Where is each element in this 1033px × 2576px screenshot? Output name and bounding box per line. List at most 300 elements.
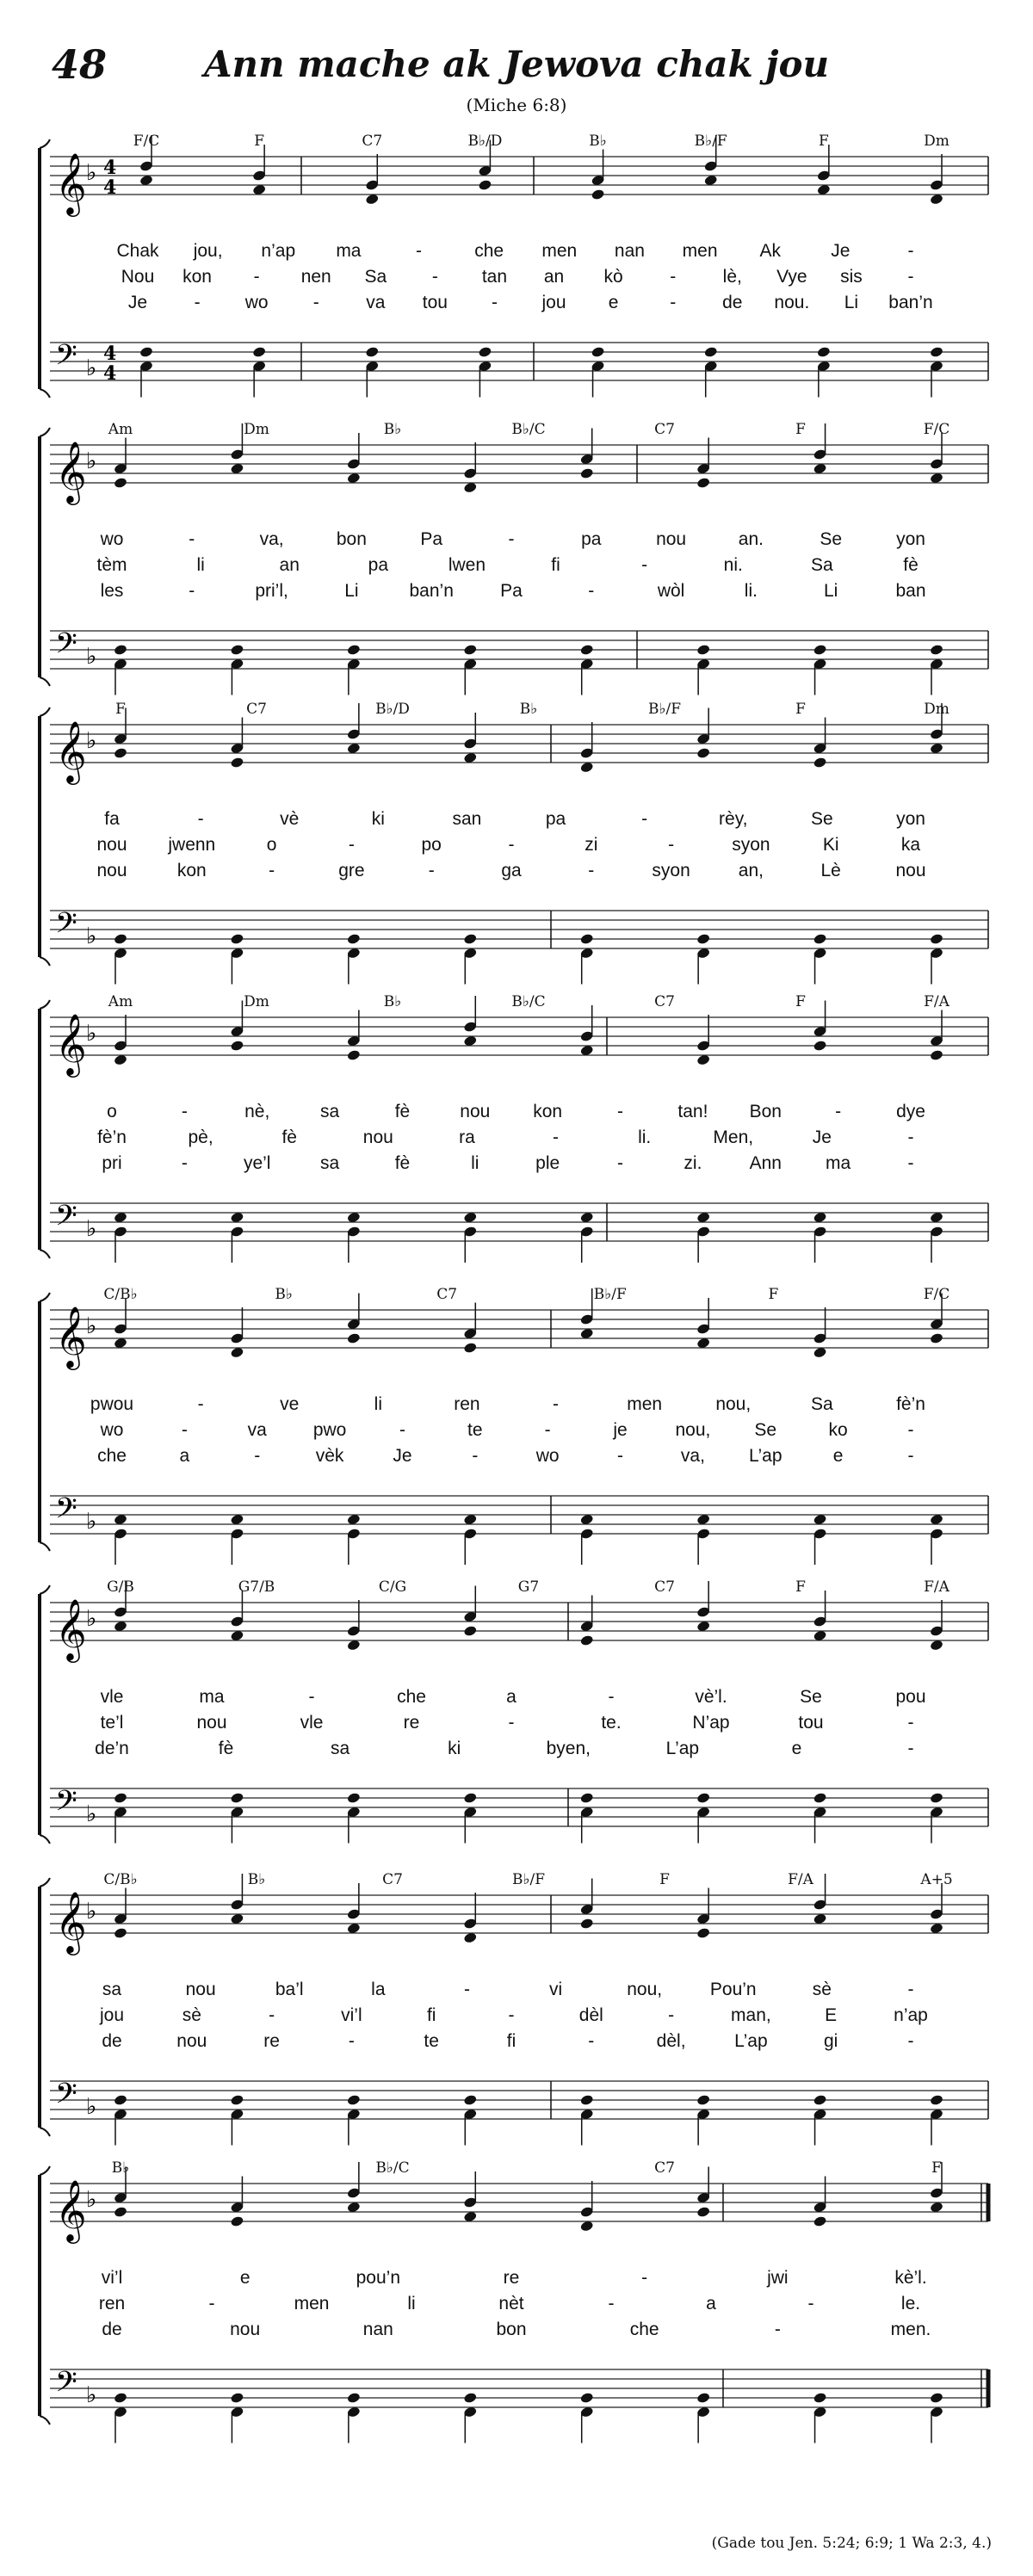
note-head [463,1342,478,1354]
bass-clef-icon: 𝄢 [55,1492,77,1532]
lyric-syllable: li [374,1394,382,1414]
lyric-hyphen: - [197,1394,204,1414]
lyric-hyphen: - [907,2031,914,2051]
note-head [813,1040,827,1052]
lyric-hyphen: - [189,581,195,601]
lyric-syllable: Men, [713,1127,754,1147]
lyric-hyphen: - [617,1446,624,1466]
lyric-syllable: nou [176,2031,207,2051]
lyric-syllable: pè, [188,1127,213,1147]
chord-symbol: C7 [654,2159,675,2177]
lyric-syllable: Pou’n [709,1980,757,1999]
music-system [0,1868,1033,2178]
lyric-hyphen: - [508,529,515,549]
staff-system-drawing [0,1868,1033,2160]
bass-clef-icon: 𝄢 [55,907,77,947]
lyric-hyphen: - [588,861,595,880]
lyric-syllable: men [541,241,578,261]
lyric-hyphen: - [588,581,595,601]
lyric-syllable: kon [176,861,207,880]
note-head [114,1927,128,1939]
lyric-syllable: ma [336,241,362,261]
lyric-syllable: wòl [657,581,685,601]
lyric-syllable: kò [603,267,623,287]
note-head [579,644,594,656]
lyric-syllable: tou [798,1713,824,1733]
lyric-hyphen: - [553,1127,560,1147]
key-signature-flat-icon: ♭ [86,1509,97,1535]
lyric-syllable: tèm [96,555,127,575]
lyric-syllable: Sa [364,267,387,287]
lyric-syllable: vè’l. [695,1687,727,1707]
note-head [813,644,827,656]
lyric-syllable: va, [259,529,284,549]
lyric-syllable: pa [581,529,602,549]
lyric-syllable: bon [336,529,367,549]
lyric-syllable: kon [182,267,212,287]
lyric-syllable: ple [535,1153,560,1173]
lyric-hyphen: - [431,267,438,287]
lyric-syllable: lwen [448,555,486,575]
lyric-syllable: li [471,1153,479,1173]
lyric-syllable: li [196,555,205,575]
note-head [114,747,128,759]
key-signature-flat-icon: ♭ [86,1313,97,1339]
lyric-syllable: o [107,1102,117,1121]
staff-system-drawing [0,417,1033,710]
music-system [0,1282,1033,1592]
note-head [114,644,128,656]
chord-symbol: B♭/F [647,701,682,718]
footnote: (Gade tou Jen. 5:24; 6:9; 1 Wa 2:3, 4.) [711,2535,992,2552]
lyric-syllable: Lè [820,861,841,880]
lyric-hyphen: - [668,835,675,855]
note-head [463,1625,478,1637]
lyric-syllable: sa [102,1980,122,1999]
treble-clef-icon: 𝄞 [55,720,87,782]
lyric-syllable: Je [812,1127,832,1147]
lyric-syllable: gre [338,861,365,880]
lyric-hyphen: - [641,809,648,829]
note-head [114,2392,128,2404]
chord-symbol: F/A [788,1871,813,1888]
note-head [347,933,362,945]
note-head [463,933,478,945]
lyric-hyphen: - [544,1420,551,1440]
key-signature-flat-icon: ♭ [86,1216,97,1242]
lyric-syllable: a [506,1687,516,1707]
lyric-hyphen: - [181,1153,188,1173]
chord-symbol: F [795,1578,806,1596]
lyric-syllable: syon [652,861,690,880]
lyric-syllable: nan [362,2320,393,2339]
chord-symbol: F/C [923,1286,950,1303]
lyric-syllable: N’ap [692,1713,730,1733]
lyric-syllable: san [452,809,482,829]
note-head [463,2392,478,2404]
lyric-syllable: byen, [546,1739,591,1758]
lyric-syllable: fè’n [896,1394,925,1414]
note-head [230,757,244,769]
lyric-syllable: sa [331,1739,350,1758]
lyric-syllable: fi [426,2005,436,2025]
lyric-syllable: nou [460,1102,491,1121]
lyric-hyphen: - [608,2294,615,2313]
note-head [579,933,594,945]
time-signature: 4 [103,362,117,385]
chord-symbol: B♭ [275,1286,293,1303]
note-head [813,2094,827,2106]
note-head [230,2392,244,2404]
chord-symbol: C7 [654,421,675,438]
note-head [347,2094,362,2106]
bass-clef-icon: 𝄢 [55,1785,77,1825]
lyric-hyphen: - [208,2294,215,2313]
chord-symbol: F/C [133,133,160,150]
note-head [230,1040,244,1052]
note-head [230,1792,244,1804]
note-head [114,2206,128,2218]
note-head [696,2206,711,2218]
lyric-syllable: che [629,2320,659,2339]
music-system [0,697,1033,1007]
chord-symbol: C7 [382,1871,403,1888]
lyric-syllable: wo [100,529,124,549]
note-head [930,2392,944,2404]
note-head [930,933,944,945]
lyric-syllable: sa [319,1153,340,1173]
lyric-syllable: lè, [722,267,742,287]
lyric-syllable: te [467,1420,483,1440]
lyric-hyphen: - [617,1102,624,1121]
lyric-syllable: nou [196,1713,227,1733]
lyric-syllable: de’n [95,1739,129,1758]
chord-symbol: B♭/F [593,1286,627,1303]
chord-symbol: F [795,993,806,1010]
lyric-syllable: le. [900,2294,921,2313]
lyric-syllable: ba’l [275,1980,304,1999]
lyric-syllable: n’ap [894,2005,928,2025]
lyric-syllable: vi [548,1980,563,1999]
lyric-hyphen: - [907,1420,914,1440]
lyric-syllable: che [97,1446,127,1466]
note-head [813,757,827,769]
key-signature-flat-icon: ♭ [86,1899,97,1924]
lyric-syllable: Nou [121,267,155,287]
key-signature-flat-icon: ♭ [86,1021,97,1047]
note-head [114,933,128,945]
chord-symbol: F/C [923,421,950,438]
lyric-hyphen: - [907,1980,914,1999]
key-signature-flat-icon: ♭ [86,160,97,186]
time-signature: 4 [103,343,117,365]
lyric-hyphen: - [508,2005,515,2025]
note-head [347,1332,362,1344]
key-signature-flat-icon: ♭ [86,728,97,754]
chord-symbol: B♭ [589,133,607,150]
lyric-syllable: Je [831,241,851,261]
chord-symbol: F [254,133,265,150]
note-head [930,1049,944,1061]
chord-symbol: F [795,421,806,438]
chord-symbol: C7 [436,1286,458,1303]
chord-symbol: Dm [244,993,269,1010]
lyric-syllable: sa [319,1102,340,1121]
lyric-syllable: Li [844,293,859,312]
lyric-syllable: de [722,293,743,312]
note-head [347,2392,362,2404]
lyric-syllable: dèl, [656,2031,686,2051]
lyric-syllable: nè, [244,1102,270,1121]
chord-symbol: C/B♭ [103,1871,138,1888]
lyric-syllable: fa [104,809,120,829]
note-head [579,1792,594,1804]
lyric-syllable: men [627,1394,663,1414]
lyric-syllable: a [179,1446,190,1466]
music-system [0,990,1033,1300]
lyric-syllable: an [543,267,565,287]
lyric-syllable: ko [828,1420,848,1440]
lyric-syllable: nou [895,861,926,880]
chord-symbol: G7/B [238,1578,275,1596]
key-signature-flat-icon: ♭ [86,355,97,381]
lyric-syllable: nou, [715,1394,752,1414]
lyric-syllable: ni. [723,555,743,575]
lyric-syllable: Je [127,293,148,312]
lyric-syllable: Chak [116,241,159,261]
note-head [813,2392,827,2404]
lyric-syllable: te [424,2031,439,2051]
lyric-syllable: tan [481,267,508,287]
lyric-syllable: nou [96,835,127,855]
lyric-syllable: les [100,581,124,601]
lyric-syllable: Vye [776,267,807,287]
lyric-syllable: vi’l [101,2268,123,2288]
bass-clef-icon: 𝄢 [55,1200,77,1239]
chord-symbol: C7 [362,133,383,150]
lyric-syllable: Bon [749,1102,782,1121]
treble-clef-icon: 𝄞 [55,1012,87,1075]
lyric-syllable: ma [199,1687,225,1707]
key-signature-flat-icon: ♭ [86,1801,97,1827]
note-head [114,2094,128,2106]
lyric-hyphen: - [907,1127,914,1147]
note-head [930,2094,944,2106]
lyric-hyphen: - [181,1420,188,1440]
lyric-syllable: ki [371,809,385,829]
lyric-syllable: Li [824,581,838,601]
key-signature-flat-icon: ♭ [86,2187,97,2213]
lyric-syllable: Se [811,809,833,829]
lyric-hyphen: - [807,2294,814,2313]
key-signature-flat-icon: ♭ [86,2094,97,2120]
staff-system-drawing [0,1282,1033,1575]
lyric-syllable: Pa [500,581,523,601]
bass-clef-icon: 𝄢 [55,339,77,379]
lyric-syllable: vle [300,1713,324,1733]
key-signature-flat-icon: ♭ [86,1606,97,1632]
lyric-syllable: fè [394,1102,411,1121]
lyric-syllable: ban [895,581,926,601]
lyric-syllable: ren [98,2294,126,2313]
lyric-syllable: zi [585,835,598,855]
note-head [252,346,267,358]
lyric-hyphen: - [907,1713,914,1733]
chord-symbol: F [931,2159,942,2177]
note-head [591,346,605,358]
note-head [579,467,594,479]
lyric-syllable: nèt [498,2294,524,2313]
lyric-syllable: li. [744,581,758,601]
lyric-hyphen: - [670,293,677,312]
key-signature-flat-icon: ♭ [86,644,97,670]
lyric-syllable: nan [614,241,645,261]
chord-symbol: Am [108,421,133,438]
lyric-syllable: an [279,555,300,575]
lyric-hyphen: - [312,293,319,312]
lyric-syllable: men [682,241,718,261]
note-head [696,747,711,759]
chord-symbol: B♭ [383,421,402,438]
lyric-hyphen: - [269,2005,275,2025]
note-head [696,2392,711,2404]
lyric-syllable: ban’n [409,581,454,601]
note-head [579,2392,594,2404]
lyric-syllable: kè’l. [894,2268,927,2288]
lyric-syllable: pwo [312,1420,347,1440]
lyric-hyphen: - [508,1713,515,1733]
lyric-syllable: Ak [759,241,781,261]
lyric-syllable: che [397,1687,426,1707]
lyric-syllable: de [102,2031,122,2051]
lyric-hyphen: - [308,1687,315,1707]
chord-symbol: F/A [924,1578,949,1596]
bass-clef-icon: 𝄢 [55,2078,77,2117]
lyric-hyphen: - [348,2031,355,2051]
note-head [463,2094,478,2106]
lyric-hyphen: - [269,861,275,880]
chord-symbol: G7 [517,1578,540,1596]
lyric-syllable: nou [230,2320,261,2339]
lyric-syllable: L’ap [665,1739,700,1758]
lyric-syllable: Ki [822,835,839,855]
lyric-syllable: sè [812,1980,832,1999]
scripture-reference: (Miche 6:8) [466,95,567,115]
lyric-syllable: yon [896,529,925,549]
note-head [696,2094,711,2106]
note-head [230,2094,244,2106]
lyric-syllable: kon [533,1102,563,1121]
lyric-hyphen: - [181,1102,188,1121]
lyric-syllable: pa [545,809,566,829]
chord-symbol: B♭/C [511,993,546,1010]
lyric-hyphen: - [608,1687,615,1707]
lyric-syllable: pri’l, [255,581,288,601]
lyric-syllable: va [366,293,386,312]
chord-symbol: B♭ [111,2159,130,2177]
hymn-title: Ann mache ak Jewova chak jou [203,43,830,85]
chord-symbol: F/A [924,993,949,1010]
lyric-syllable: men [294,2294,330,2313]
note-head [230,644,244,656]
lyric-syllable: nen [300,267,331,287]
chord-symbol: B♭ [519,701,538,718]
lyric-syllable: va [247,1420,267,1440]
lyric-syllable: ma [826,1153,851,1173]
lyric-syllable: e [239,2268,251,2288]
lyric-hyphen: - [641,555,648,575]
lyric-syllable: Se [754,1420,777,1440]
lyric-syllable: fè [903,555,919,575]
chord-symbol: C7 [654,993,675,1010]
note-head [478,346,492,358]
lyric-syllable: L’ap [734,2031,768,2051]
note-head [114,1792,128,1804]
note-head [696,644,711,656]
lyric-syllable: va, [680,1446,705,1466]
lyric-hyphen: - [253,267,260,287]
chord-symbol: B♭/C [375,2159,410,2177]
lyric-syllable: tou [422,293,448,312]
note-head [696,933,711,945]
chord-symbol: B♭/D [375,701,410,718]
note-head [347,1792,362,1804]
note-head [579,2094,594,2106]
chord-symbol: B♭/F [511,1871,546,1888]
lyric-syllable: re [503,2268,520,2288]
lyric-syllable: syon [732,835,770,855]
chord-symbol: F [795,701,806,718]
note-head [813,933,827,945]
note-head [930,346,944,358]
chord-symbol: Dm [924,701,949,718]
staff-system-drawing [0,129,1033,422]
lyric-syllable: la [371,1980,386,1999]
chord-symbol: B♭/C [511,421,546,438]
lyric-syllable: e [608,293,619,312]
lyric-syllable: pa [368,555,389,575]
lyric-hyphen: - [588,2031,595,2051]
lyric-syllable: re [403,1713,420,1733]
lyric-hyphen: - [254,1446,261,1466]
lyric-syllable: ye’l [243,1153,271,1173]
lyric-syllable: Se [800,1687,822,1707]
lyric-syllable: nou, [675,1420,711,1440]
lyric-syllable: fè [218,1739,234,1758]
lyric-hyphen: - [472,1446,479,1466]
lyric-syllable: men. [890,2320,931,2339]
lyric-syllable: dèl [578,2005,603,2025]
lyric-syllable: an. [738,529,764,549]
lyric-hyphen: - [835,1102,842,1121]
treble-clef-icon: 𝄞 [55,1890,87,1953]
lyric-syllable: vi’l [341,2005,362,2025]
lyric-hyphen: - [491,293,498,312]
lyric-hyphen: - [668,2005,675,2025]
lyric-syllable: o [266,835,277,855]
lyric-syllable: tan! [677,1102,708,1121]
lyric-syllable: jou, [193,241,223,261]
time-signature: 4 [103,157,117,179]
lyric-syllable: pou [895,1687,926,1707]
key-signature-flat-icon: ♭ [86,448,97,474]
lyric-syllable: ren [454,1394,480,1414]
lyric-syllable: yon [896,809,925,829]
lyric-syllable: a [706,2294,716,2313]
lyric-hyphen: - [907,1153,914,1173]
lyric-syllable: fè’n [97,1127,127,1147]
lyric-syllable: po [421,835,442,855]
